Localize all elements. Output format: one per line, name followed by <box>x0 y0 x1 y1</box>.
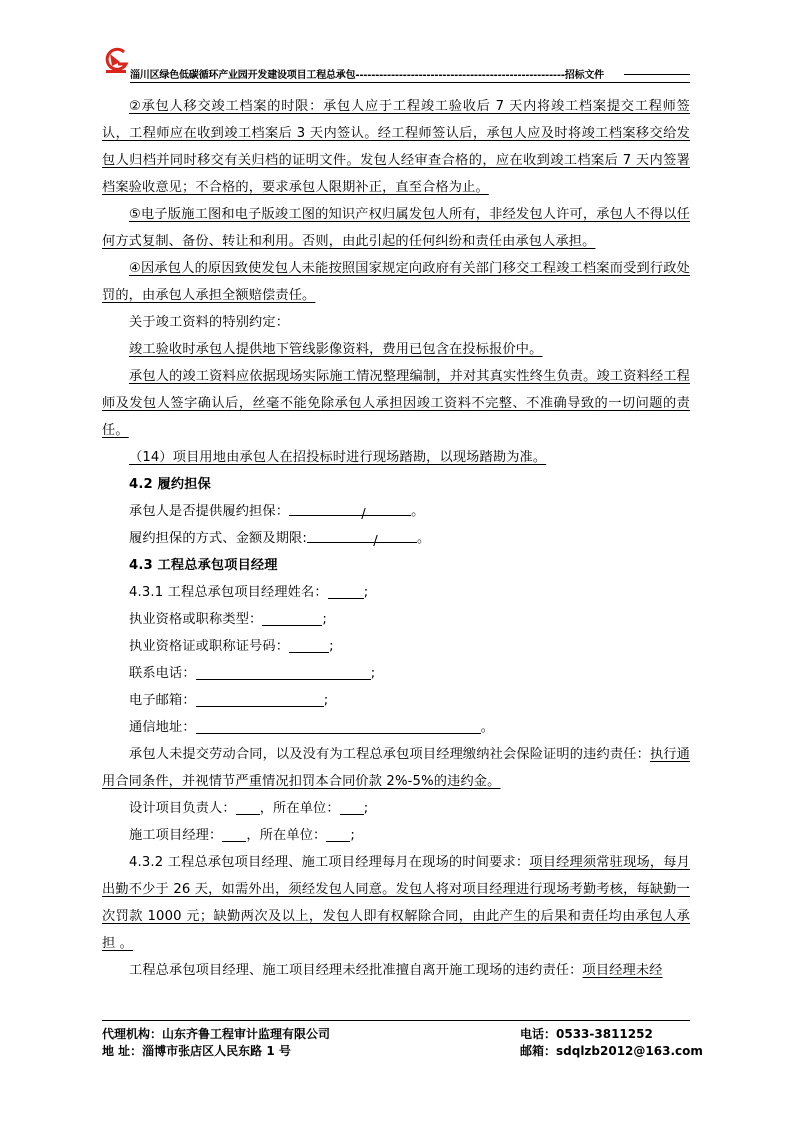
paragraph-text: 4.3.2 工程总承包项目经理、施工项目经理每月在现场的时间要求： <box>129 855 530 870</box>
field-label: 电子邮箱： <box>129 693 196 708</box>
field-email <box>102 687 690 714</box>
field-end: ; <box>363 801 369 816</box>
field-blank <box>262 611 322 626</box>
footer-agency: 代理机构：山东齐鲁工程审计监理有限公司 <box>102 1027 331 1041</box>
footer-rule <box>102 1020 690 1021</box>
field-blank <box>328 584 364 599</box>
page-header <box>102 46 690 86</box>
field-design-lead <box>102 795 690 822</box>
footer-phone: 电话：0533-3811252 <box>520 1027 653 1041</box>
field-blank <box>196 692 324 707</box>
header-rule <box>130 82 690 83</box>
field-blank <box>340 800 364 815</box>
field-address <box>102 714 690 741</box>
field-label: 执业资格或职称类型： <box>129 612 263 627</box>
footer-row-1 <box>102 1025 690 1042</box>
field-label: 履约担保的方式、金额及期限: <box>129 531 307 546</box>
field-end: ; <box>363 585 369 600</box>
field-blank <box>326 827 350 842</box>
field-qualification-type <box>102 606 690 633</box>
paragraph-text: 承包人未提交劳动合同，以及没有为工程总承包项目经理缴纳社会保险证明的违约责任： <box>129 747 650 762</box>
field-label: ，所在单位： <box>259 801 340 816</box>
field-blank <box>196 719 481 734</box>
document-body <box>102 93 690 984</box>
company-logo-icon <box>102 46 130 76</box>
footer-email: 邮箱：sdqlzb2012@163.com <box>520 1044 703 1058</box>
field-label: 执业资格证或职称证号码： <box>129 639 290 654</box>
field-end: ; <box>323 693 329 708</box>
field-end: 。 <box>416 531 431 546</box>
field-value: / <box>307 528 417 543</box>
paragraph-attendance <box>102 849 690 957</box>
field-qualification-number <box>102 633 690 660</box>
field-end: ; <box>329 639 334 654</box>
paragraph-site-survey: （14）项目用地由承包人在招投标时进行现场踏勘，以现场踏勘为准。 <box>129 450 547 465</box>
paragraph-unauthorized-leave <box>102 957 690 984</box>
field-end: 。 <box>480 720 495 735</box>
field-blank <box>196 665 371 680</box>
section-heading-4-3: 4.3 工程总承包项目经理 <box>129 558 278 573</box>
field-performance-guarantee <box>102 498 690 525</box>
header-short-rule <box>624 74 690 75</box>
field-construction-pm <box>102 822 690 849</box>
paragraph-underlined: 项目经理须常驻现场，每月出勤不少于 26 天，如需外出，须经发包人同意。发包人将对项目经理进行现场考勤考核，每缺勤一次罚款 1000 元；缺勤两次及以上，发包人即有权解除合同，由此产生的后果和责任均由承包人承担 。 <box>102 855 690 951</box>
field-pm-name <box>102 579 690 606</box>
paragraph-labor-contract <box>102 741 690 795</box>
paragraph-pipeline-data: 竣工验收时承包人提供地下管线影像资料，费用已包含在投标报价中。 <box>129 342 543 357</box>
field-blank <box>289 638 329 653</box>
paragraph-special-agreement: 关于竣工资料的特别约定： <box>129 315 290 330</box>
paragraph-penalty: ④因承包人的原因致使发包人未能按照国家规定向政府有关部门移交工程竣工档案而受到行政处罚的，由承包人承担全额赔偿责任。 <box>102 261 690 303</box>
paragraph-ip-rights: ⑤电子版施工图和电子版竣工图的知识产权归属发包人所有，非经发包人许可，承包人不得以任何方式复制、备份、转让和利用。否则，由此引起的任何纠纷和责任由承包人承担。 <box>102 207 690 249</box>
field-value: / <box>289 501 411 516</box>
paragraph-completion-data: 承包人的竣工资料应依据现场实际施工情况整理编制，并对其真实性终生负责。竣工资料经工程师及发包人签字确认后，丝毫不能免除承包人承担因竣工资料不完整、不准确导致的一切问题的责任。 <box>102 369 690 438</box>
section-heading-4-2: 4.2 履约担保 <box>129 477 211 492</box>
paragraph-archive-handover: ②承包人移交竣工档案的时限：承包人应于工程竣工验收后 7 天内将竣工档案提交工程师签认，工程师应在收到竣工档案后 3 天内签认。经工程师签认后，承包人应及时将竣工档案移交给发包人归档并同时移交有关归档的证明文件。发包人经审查合格的，应在收到竣工档案后 7 天内签署档案验收意见；不合格的，要求承包人限期补正，直至合格为止。 <box>102 99 690 195</box>
footer-address: 地 址：淄博市张店区人民东路 1 号 <box>102 1044 291 1058</box>
field-label: 设计项目负责人： <box>129 801 236 816</box>
paragraph-underlined: 执行通用合同条件，并视情节严重情况扣罚本合同价款 2%-5%的违约金。 <box>102 747 690 789</box>
footer-row-2 <box>102 1042 703 1059</box>
paragraph-text: 工程总承包项目经理、施工项目经理未经批准擅自离开施工现场的违约责任： <box>129 963 583 978</box>
field-blank <box>236 800 260 815</box>
field-end: ; <box>350 828 355 843</box>
header-title: 淄川区绿色低碳循环产业园开发建设项目工程总承包-----------------------------------------------------招标文件 <box>130 70 604 81</box>
field-end: ; <box>370 666 376 681</box>
paragraph-underlined: 项目经理未经 <box>582 963 663 978</box>
field-label: 联系电话： <box>129 666 196 681</box>
field-blank <box>222 827 246 842</box>
field-label: ，所在单位： <box>246 828 327 843</box>
field-label: 4.3.1 工程总承包项目经理姓名： <box>129 585 328 600</box>
field-end: ; <box>322 612 327 627</box>
field-label: 通信地址： <box>129 720 196 735</box>
field-label: 施工项目经理： <box>129 828 223 843</box>
field-phone <box>102 660 690 687</box>
field-guarantee-terms <box>102 525 690 552</box>
page-footer <box>102 1020 703 1059</box>
field-end: 。 <box>411 504 425 519</box>
field-label: 承包人是否提供履约担保： <box>129 504 290 519</box>
